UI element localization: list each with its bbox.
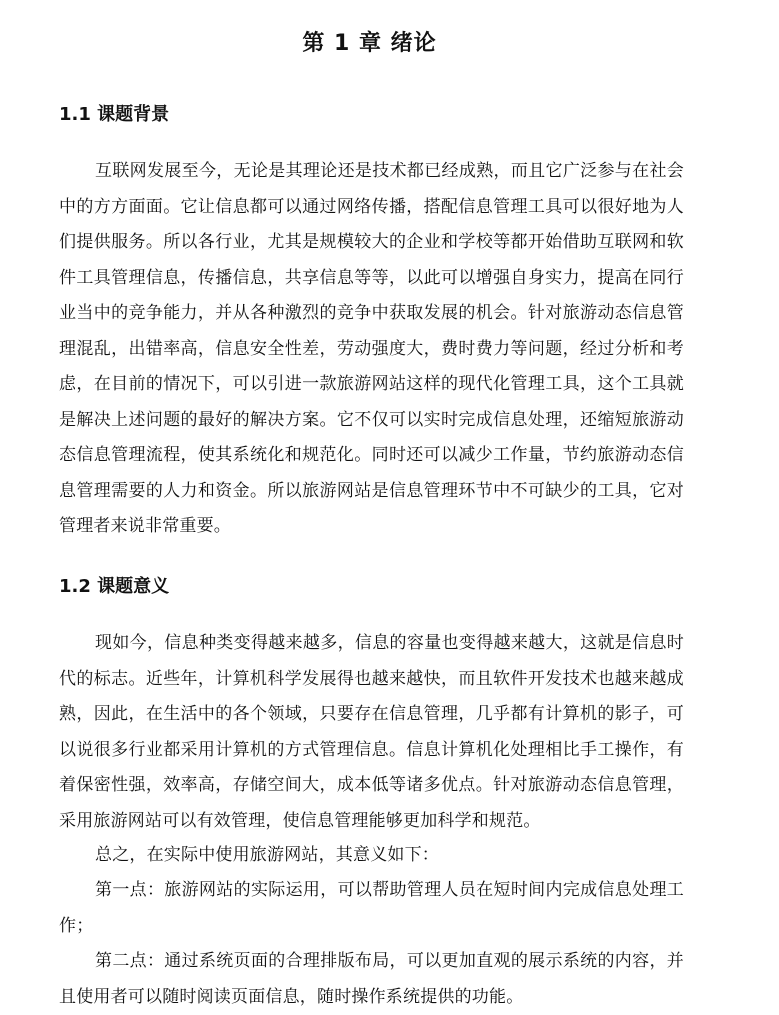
chapter-title: 第 1 章 绪论 — [302, 31, 437, 56]
paragraph-background: 互联网发展至今，无论是其理论还是技术都已经成熟，而且它广泛参与在社会中的方方面面。它让信息都可以通过网络传播，搭配信息管理工具可以很好地为人们提供服务。所以各行业，尤其是规模较大的企业和学校等都开始借助互联网和软件工具管理信息，传播信息，共享信息等等，以此可以增强自身实力，提高在同行业当中的竞争能力，并从各种激烈的竞争中获取发展的机会。针对旅游动态信息管理混乱，出错率高，信息安全性差，劳动强度大，费时费力等问题，经过分析和考虑，在目前的情况下，可以引进一款旅游网站这样的现代化管理工具，这个工具就是解决上述问题的最好的解决方案。它不仅可以实时完成信息处理，还缩短旅游动态信息管理流程，使其系统化和规范化。同时还可以减少工作量，节约旅游动态信息管理需要的人力和资金。所以旅游网站是信息管理环节中不可缺少的工具，它对管理者来说非常重要。 — [59, 161, 684, 536]
section-heading-background: 1.1 课题背景 — [59, 104, 170, 125]
paragraph-point-two: 第二点：通过系统页面的合理排版布局，可以更加直观的展示系统的内容，并且使用者可以随时阅读页面信息，随时操作系统提供的功能。 — [59, 951, 684, 1007]
paragraph-point-one: 第一点：旅游网站的实际运用，可以帮助管理人员在短时间内完成信息处理工作； — [59, 880, 684, 936]
paragraph-summary: 总之，在实际中使用旅游网站，其意义如下： — [95, 845, 439, 865]
paragraph-significance: 现如今，信息种类变得越来越多，信息的容量也变得越来越大，这就是信息时代的标志。近些年，计算机科学发展得也越来越快，而且软件开发技术也越来越成熟，因此，在生活中的各个领域，只要存在信息管理，几乎都有计算机的影子，可以说很多行业都采用计算机的方式管理信息。信息计算机化处理相比手工操作，有着保密性强，效率高，存储空间大，成本低等诸多优点。针对旅游动态信息管理，采用旅游网站可以有效管理，使信息管理能够更加科学和规范。 — [59, 633, 684, 831]
section-heading-significance: 1.2 课题意义 — [59, 576, 170, 597]
